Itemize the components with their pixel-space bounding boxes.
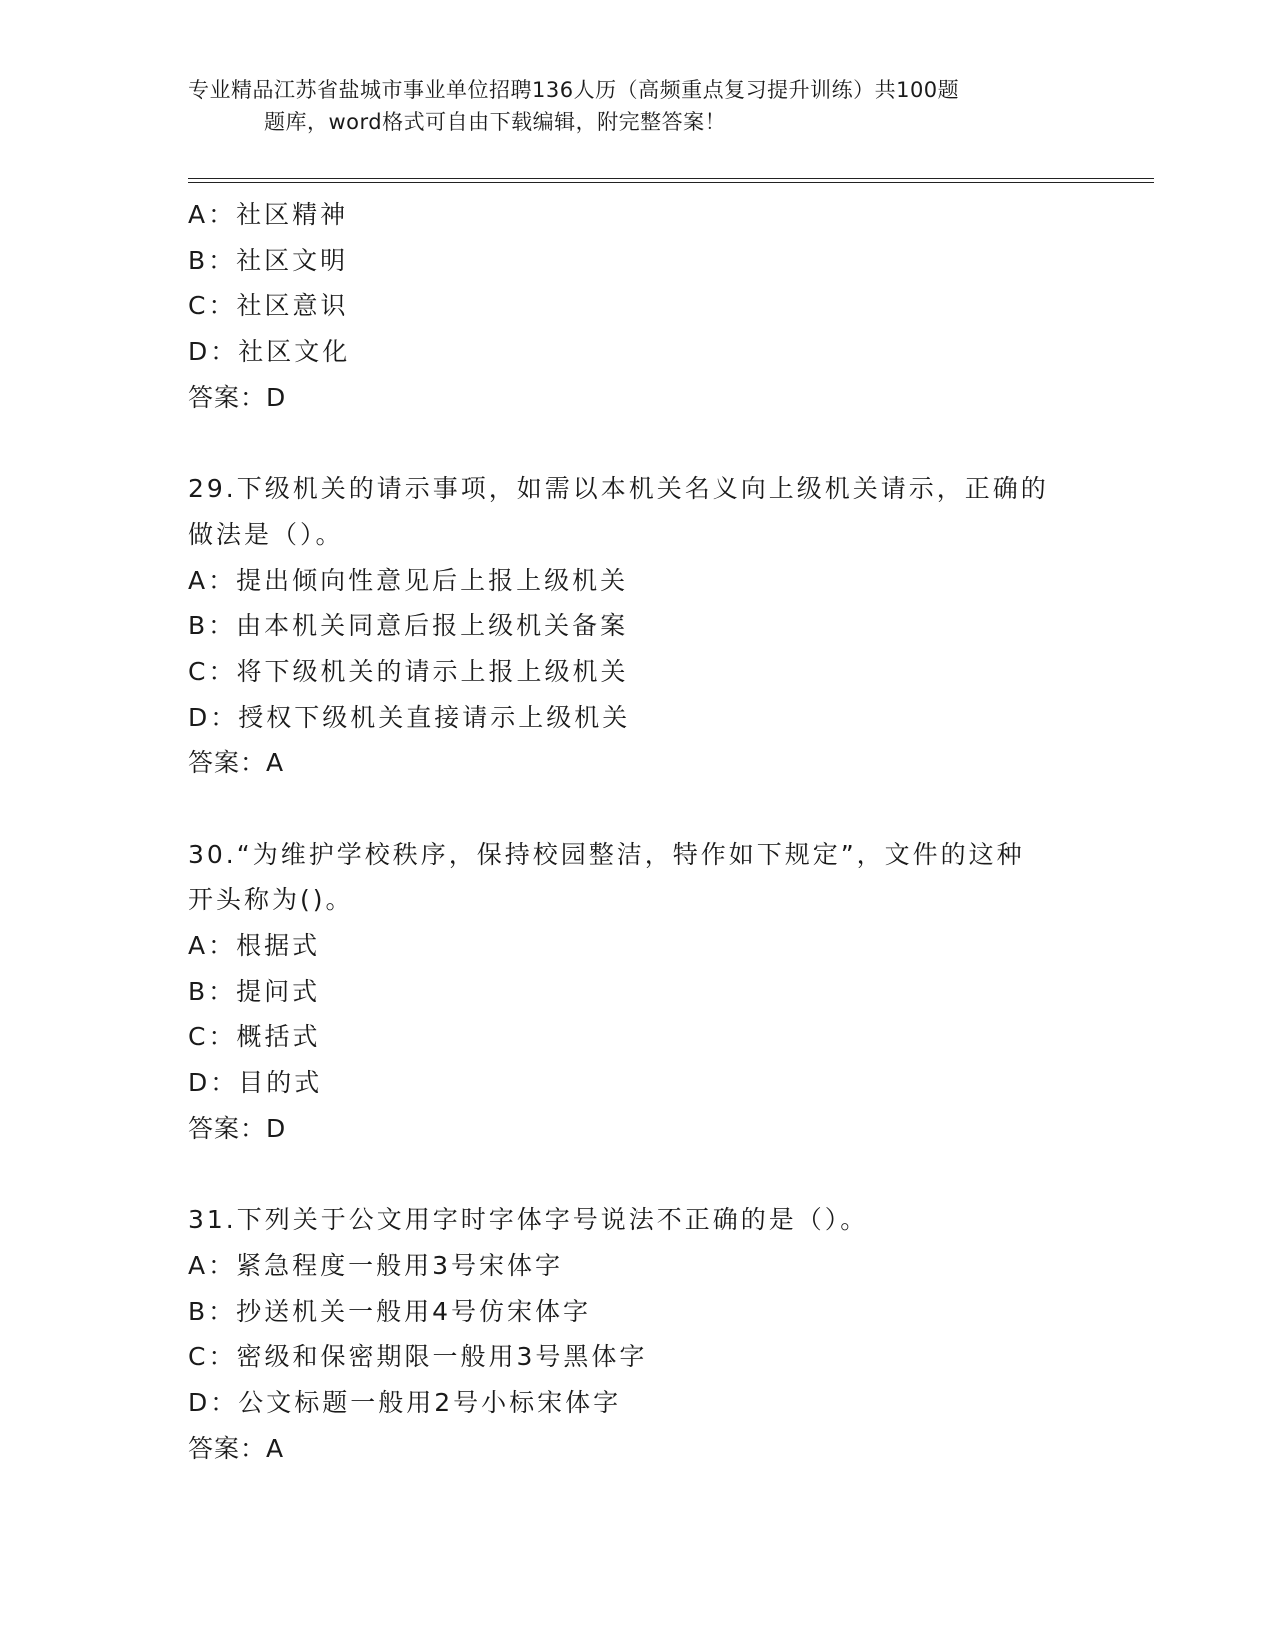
answer-line (188, 740, 1088, 786)
question-list (188, 192, 1088, 1471)
answer-value: D (266, 382, 287, 412)
answer-value: D (266, 1113, 287, 1143)
option-d: D：社区文化 (188, 337, 351, 367)
option-b: B：提问式 (188, 976, 321, 1006)
option-b: B：抄送机关一般用4号仿宋体字 (188, 1296, 592, 1326)
option-a: A：紧急程度一般用3号宋体字 (188, 1250, 564, 1280)
header-title-line-2: 题库，word格式可自由下载编辑，附完整答案！ (264, 110, 727, 134)
option-d: D：目的式 (188, 1068, 323, 1098)
question-stem-line-1: 30.“为维护学校秩序，保持校园整洁，特作如下规定”，文件的这种 (188, 839, 1025, 869)
option-a: A：提出倾向性意见后上报上级机关 (188, 565, 629, 595)
answer-line (188, 1426, 1088, 1472)
spacer (188, 786, 1088, 832)
answer-label: 答案： (188, 382, 267, 412)
option-b: B：社区文明 (188, 245, 349, 275)
header-title-line-1: 专业精品江苏省盐城市事业单位招聘136人历（高频重点复习提升训练）共100题 (188, 78, 960, 102)
answer-line (188, 375, 1088, 421)
option-c: C：密级和保密期限一般用3号黑体字 (188, 1342, 648, 1372)
option-d: D：公文标题一般用2号小标宋体字 (188, 1387, 622, 1417)
question-30 (188, 832, 1088, 1152)
answer-value: A (266, 1433, 285, 1463)
question-28 (188, 192, 1088, 420)
question-stem-line-1: 29.下级机关的请示事项，如需以本机关名义向上级机关请示，正确的 (188, 474, 1049, 504)
option-c: C：将下级机关的请示上报上级机关 (188, 656, 629, 686)
header-divider-top (188, 178, 1154, 179)
answer-line (188, 1106, 1088, 1152)
option-d: D：授权下级机关直接请示上级机关 (188, 702, 631, 732)
spacer (188, 1151, 1088, 1197)
question-31 (188, 1197, 1088, 1471)
document-header (188, 74, 1088, 138)
answer-label: 答案： (188, 1113, 267, 1143)
option-c: C：社区意识 (188, 291, 349, 321)
option-b: B：由本机关同意后报上级机关备案 (188, 611, 629, 641)
question-stem-line-2: 开头称为()。 (188, 885, 354, 915)
spacer (188, 420, 1088, 466)
answer-value: A (266, 748, 285, 778)
answer-label: 答案： (188, 1433, 267, 1463)
question-stem-line-2: 做法是（）。 (188, 519, 344, 549)
option-a: A：根据式 (188, 931, 321, 960)
answer-label: 答案： (188, 748, 267, 778)
option-c: C：概括式 (188, 1022, 321, 1052)
header-divider-bottom (188, 182, 1154, 183)
question-stem-line-1: 31.下列关于公文用字时字体字号说法不正确的是（）。 (188, 1205, 869, 1235)
option-a: A：社区精神 (188, 200, 349, 229)
question-29 (188, 466, 1088, 786)
